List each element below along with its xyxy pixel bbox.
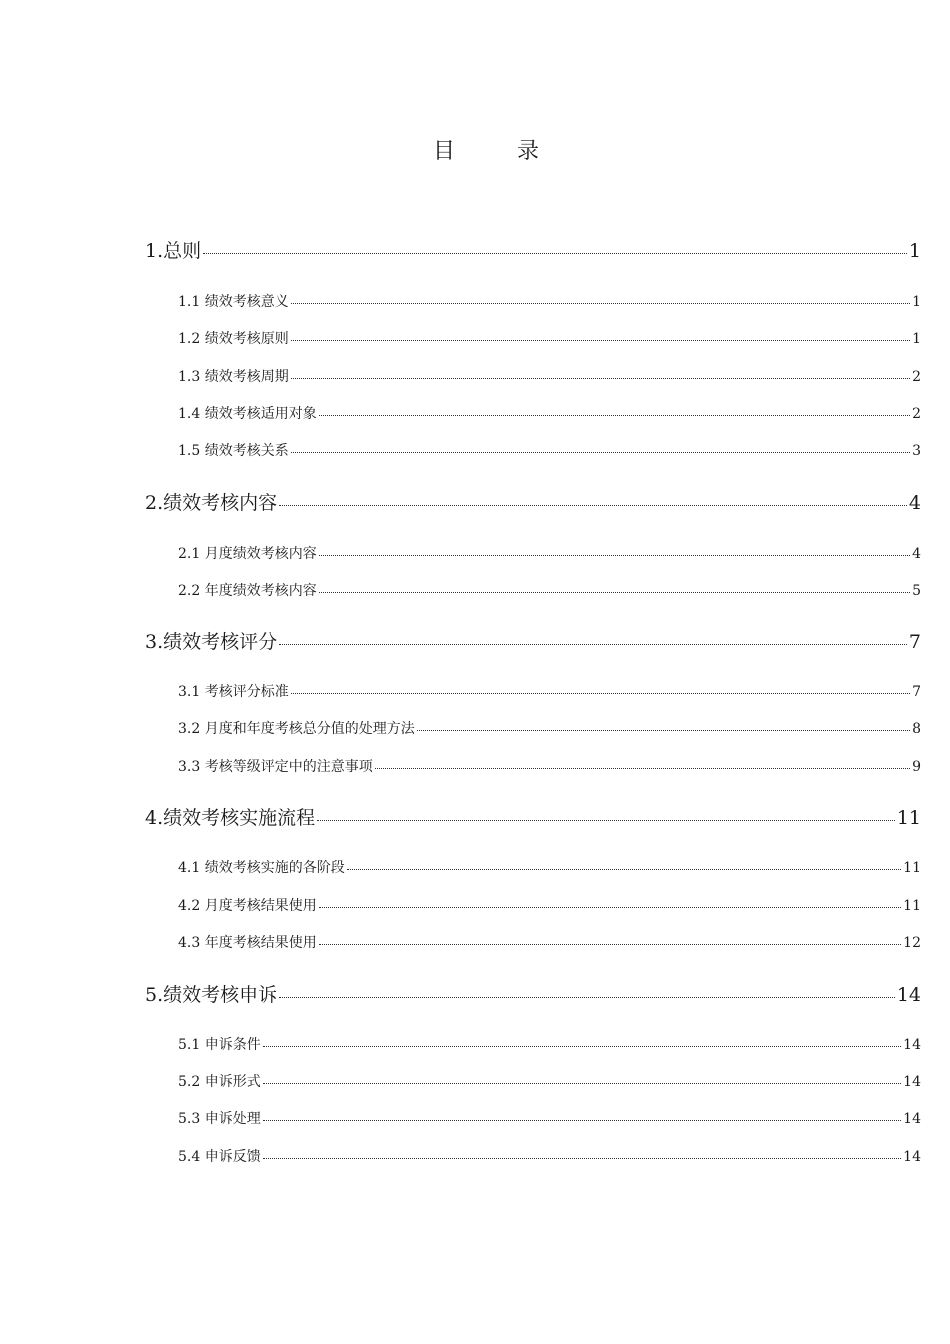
toc-section-1-4[interactable] [178,403,921,423]
toc-entry-page: 3 [912,443,921,459]
toc-entry-label: 2.绩效考核内容 [145,492,278,514]
dot-leader [319,555,910,556]
toc-entry-page: 1 [912,331,921,347]
dot-leader [279,997,895,998]
toc-section-1-5[interactable] [178,440,921,460]
toc-chapter-2[interactable] [145,488,921,515]
dot-leader [263,1158,901,1159]
dot-leader [279,505,907,506]
toc-entry-label: 3.3 考核等级评定中的注意事项 [178,759,373,775]
toc-chapter-5[interactable] [145,980,921,1007]
toc-section-1-1[interactable] [178,291,921,311]
dot-leader [317,820,895,821]
dot-leader [291,452,910,453]
toc-entry-page: 9 [912,759,921,775]
toc-section-2-1[interactable] [178,543,921,563]
dot-leader [319,907,901,908]
toc-entry-page: 7 [912,684,921,700]
toc-entry-page: 7 [908,631,921,653]
toc-entry-page: 4 [908,492,921,514]
toc-entry-label: 1.2 绩效考核原则 [178,331,289,347]
toc-entry-label: 5.4 申诉反馈 [178,1149,261,1165]
toc-entry-label: 1.5 绩效考核关系 [178,443,289,459]
toc-section-3-2[interactable] [178,718,921,738]
dot-leader [375,768,910,769]
toc-chapter-4[interactable] [145,803,921,830]
toc-entry-page: 11 [896,807,921,829]
toc-entry-label: 2.2 年度绩效考核内容 [178,583,317,599]
toc-entry-label: 5.2 申诉形式 [178,1074,261,1090]
toc-entry-label: 1.4 绩效考核适用对象 [178,406,317,422]
toc-section-5-1[interactable] [178,1034,921,1054]
toc-entry-page: 1 [912,294,921,310]
toc-entry-label: 3.绩效考核评分 [145,631,278,653]
toc-entry-label: 5.1 申诉条件 [178,1037,261,1053]
dot-leader [263,1083,901,1084]
toc-entry-page: 12 [903,935,921,951]
toc-entry-page: 14 [903,1111,921,1127]
toc-entry-page: 5 [912,583,921,599]
toc-section-4-2[interactable] [178,895,921,915]
toc-entry-page: 14 [903,1074,921,1090]
toc-section-5-3[interactable] [178,1108,921,1128]
toc-chapter-3[interactable] [145,627,921,654]
dot-leader [291,693,910,694]
dot-leader [279,644,907,645]
toc-entry-label: 2.1 月度绩效考核内容 [178,546,317,562]
toc-entry-label: 1.3 绩效考核周期 [178,369,289,385]
dot-leader [291,303,910,304]
dot-leader [203,253,907,254]
toc-entry-page: 2 [912,369,921,385]
toc-section-5-2[interactable] [178,1071,921,1091]
toc-entry-page: 4 [912,546,921,562]
dot-leader [291,340,910,341]
toc-entry-page: 14 [903,1037,921,1053]
toc-entry-label: 4.绩效考核实施流程 [145,807,316,829]
toc-entry-label: 1.1 绩效考核意义 [178,294,289,310]
toc-entry-page: 11 [903,860,921,876]
toc-entry-label: 3.1 考核评分标准 [178,684,289,700]
toc-entry-page: 1 [908,240,921,262]
toc-entry-label: 1.总则 [145,240,202,262]
toc-entry-label: 5.绩效考核申诉 [145,984,278,1006]
toc-entry-label: 4.2 月度考核结果使用 [178,898,317,914]
toc-entry-label: 4.1 绩效考核实施的各阶段 [178,860,345,876]
toc-section-5-4[interactable] [178,1146,921,1166]
dot-leader [291,378,910,379]
toc-entry-page: 14 [896,984,921,1006]
dot-leader [319,944,901,945]
toc-section-1-3[interactable] [178,366,921,386]
toc-section-3-3[interactable] [178,756,921,776]
toc-entry-page: 2 [912,406,921,422]
dot-leader [263,1046,901,1047]
toc-title: 目 录 [432,139,559,164]
dot-leader [319,415,910,416]
toc-entry-label: 5.3 申诉处理 [178,1111,261,1127]
toc-section-4-3[interactable] [178,932,921,952]
toc-entry-page: 11 [903,898,921,914]
dot-leader [347,869,901,870]
dot-leader [263,1120,901,1121]
dot-leader [319,592,910,593]
toc-section-2-2[interactable] [178,580,921,600]
toc-entry-page: 14 [903,1149,921,1165]
toc-chapter-1[interactable] [145,236,921,263]
toc-entry-label: 3.2 月度和年度考核总分值的处理方法 [178,721,415,737]
toc-section-4-1[interactable] [178,857,921,877]
toc-entry-page: 8 [912,721,921,737]
toc-section-1-2[interactable] [178,328,921,348]
toc-section-3-1[interactable] [178,681,921,701]
toc-entry-label: 4.3 年度考核结果使用 [178,935,317,951]
dot-leader [417,730,910,731]
